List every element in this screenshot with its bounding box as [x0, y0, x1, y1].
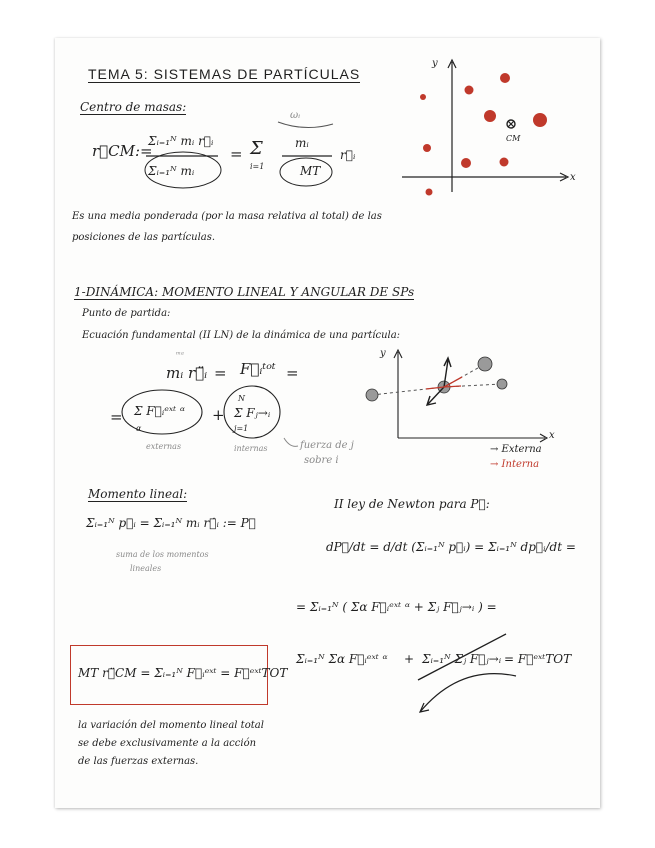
linear-momentum-equation: Σᵢ₌₁ᴺ p⃗ᵢ = Σᵢ₌₁ᴺ mᵢ r⃗̇ᵢ := P⃗: [86, 516, 256, 530]
result-note-line-2: se debe exclusivamente a la acción: [78, 738, 257, 749]
cm-sum-2-index: i=1: [250, 162, 265, 171]
fuerza-de-j-label: fuerza de j: [300, 440, 354, 451]
page-title: TEMA 5: SISTEMAS DE PARTÍCULAS: [88, 66, 361, 82]
omega-annotation: ωᵢ: [290, 110, 301, 121]
cm-sum-2: Σ: [250, 138, 263, 159]
plot-cm-label: CM: [506, 134, 521, 143]
cm-position-vector: r⃗ᵢ: [340, 148, 356, 162]
cm-denominator-2: MT: [300, 164, 321, 178]
newton-law-equation-2: = Σᵢ₌₁ᴺ ( Σα F⃗ᵢᵉˣᵗ ᵅ + Σⱼ F⃗ⱼ→ᵢ ) =: [296, 600, 497, 614]
newton-law-heading: II ley de Newton para P⃗:: [334, 497, 490, 511]
newton-equals: =: [214, 364, 227, 382]
cm-note-line-2: posiciones de las partículas.: [72, 232, 216, 243]
sobre-i-label: sobre i: [304, 455, 339, 466]
legend-external: → Externa: [490, 444, 542, 455]
external-force-sum: Σ F⃗ᵢᵉˣᵗ ᵅ: [134, 404, 186, 418]
center-of-mass-heading: Centro de masas:: [80, 100, 187, 114]
internal-sum-index: j=1: [234, 424, 249, 433]
forces-equals: =: [110, 408, 123, 426]
newton-lhs: mᵢ r⃗̈ᵢ: [166, 364, 208, 382]
result-equation: MT r⃗̈CM = Σᵢ₌₁ᴺ F⃗ᵢᵉˣᵗ = F⃗ᵉˣᵗTOT: [78, 666, 288, 680]
internal-sum-top: N: [238, 394, 245, 403]
newton-law-equation-1: dP⃗/dt = d/dt (Σᵢ₌₁ᴺ p⃗ᵢ) = Σᵢ₌₁ᴺ dp⃗ᵢ/dt =: [326, 540, 576, 554]
newton-law-equation-3b: Σᵢ₌₁ᴺ Σⱼ F⃗ⱼ→ᵢ: [422, 652, 502, 666]
internal-force-sum: Σ Fⱼ→ᵢ: [234, 406, 271, 420]
cm-numerator-1: Σᵢ₌₁ᴺ mᵢ r⃗ᵢ: [148, 134, 214, 148]
plot-x-label: x: [570, 172, 576, 183]
diagram-y-label: y: [380, 348, 386, 359]
internas-label: internas: [234, 444, 268, 453]
cm-equals: =: [230, 145, 243, 163]
dynamics-heading: 1-DINÁMICA: MOMENTO LINEAL Y ANGULAR DE SPs: [74, 285, 415, 299]
momentum-note-line-2: lineales: [130, 564, 162, 573]
momentum-note-line-1: suma de los momentos: [116, 550, 209, 559]
newton-law-equation-3c: = F⃗ᵉˣᵗTOT: [504, 652, 572, 666]
cm-numerator-2: mᵢ: [295, 136, 309, 150]
forces-plus: +: [212, 406, 225, 424]
fundamental-equation-label: Ecuación fundamental (II LN) de la dinámica de una partícula:: [82, 330, 401, 341]
cm-denominator-1: Σᵢ₌₁ᴺ mᵢ: [148, 164, 195, 178]
legend-internal: → Interna: [490, 459, 540, 470]
diagram-x-label: x: [549, 430, 555, 441]
result-note-line-3: de las fuerzas externas.: [78, 756, 199, 767]
newton-total-force: F⃗ᵢᵗᵒᵗ: [240, 360, 276, 378]
externas-label: externas: [146, 442, 182, 451]
linear-momentum-heading: Momento lineal:: [88, 487, 188, 501]
newton-equals-2: =: [286, 364, 299, 382]
cm-lhs: r⃗CM:=: [92, 142, 153, 160]
result-note-line-1: la variación del momento lineal total: [78, 720, 264, 731]
cm-note-line-1: Es una media ponderada (por la masa relativa al total) de las: [72, 211, 382, 222]
starting-point-label: Punto de partida:: [82, 308, 171, 319]
ma-annotation: ᵐᵃ: [176, 350, 184, 359]
newton-law-equation-3-plus: +: [404, 652, 415, 666]
external-sum-index: α: [136, 424, 142, 433]
newton-law-equation-3a: Σᵢ₌₁ᴺ Σα F⃗ᵢᵉˣᵗ ᵅ: [296, 652, 388, 666]
plot-y-label: y: [432, 58, 438, 69]
